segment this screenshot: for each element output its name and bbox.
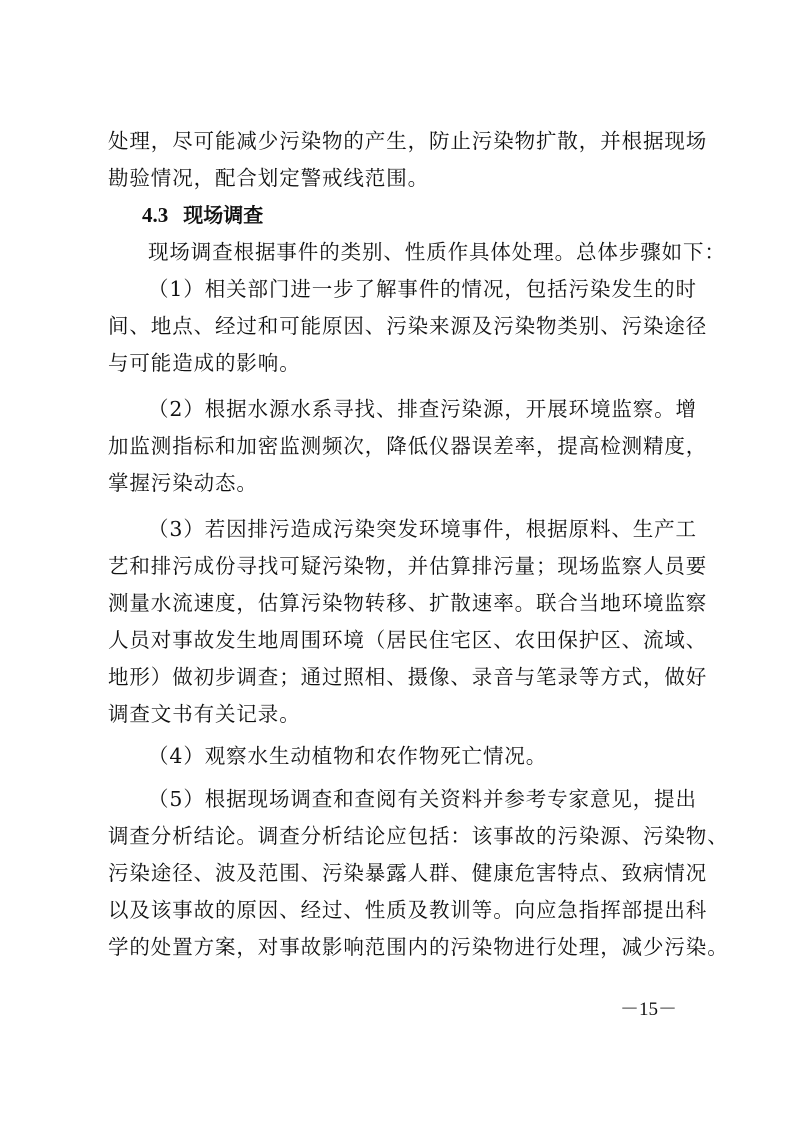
text-line: 间、地点、经过和可能原因、污染来源及污染物类别、污染途径 bbox=[108, 314, 708, 338]
section-heading bbox=[142, 201, 263, 229]
text-line: 调查分析结论。调查分析结论应包括：该事故的污染源、污染物、 bbox=[108, 824, 729, 848]
page-number: －15－ bbox=[620, 999, 678, 1020]
text-line: （5）根据现场调查和查阅有关资料并参考专家意见，提出 bbox=[148, 787, 697, 811]
text-line: 掌握污染动态。 bbox=[108, 471, 258, 495]
text-line: 与可能造成的影响。 bbox=[108, 351, 301, 375]
text-line: 人员对事故发生地周围环境（居民住宅区、农田保护区、流域、 bbox=[108, 628, 708, 652]
text-line: 处理，尽可能减少污染物的产生，防止污染物扩散，并根据现场 bbox=[108, 129, 708, 153]
text-line: 污染途径、波及范围、污染暴露人群、健康危害特点、致病情况 bbox=[108, 861, 708, 885]
text-line: （3）若因排污造成污染突发环境事件，根据原料、生产工 bbox=[148, 517, 697, 541]
text-line: 勘验情况，配合划定警戒线范围。 bbox=[108, 166, 429, 190]
text-line: 地形）做初步调查；通过照相、摄像、录音与笔录等方式，做好 bbox=[108, 665, 708, 689]
text-line: 调查文书有关记录。 bbox=[108, 702, 301, 726]
section-number: 4.3 bbox=[142, 203, 169, 227]
text-line: 艺和排污成份寻找可疑污染物，并估算排污量；现场监察人员要 bbox=[108, 554, 708, 578]
text-line: 学的处置方案，对事故影响范围内的污染物进行处理，减少污染。 bbox=[108, 935, 729, 959]
text-line: （4）观察水生动植物和农作物死亡情况。 bbox=[148, 744, 548, 768]
text-line: （1）相关部门进一步了解事件的情况，包括污染发生的时 bbox=[148, 277, 697, 301]
text-line: 以及该事故的原因、经过、性质及教训等。向应急指挥部提出科 bbox=[108, 898, 708, 922]
text-line: 测量水流速度，估算污染物转移、扩散速率。联合当地环境监察 bbox=[108, 591, 708, 615]
text-line: 加监测指标和加密监测频次，降低仪器误差率，提高检测精度， bbox=[108, 434, 708, 458]
text-line: （2）根据水源水系寻找、排查污染源，开展环境监察。增 bbox=[148, 397, 697, 421]
section-title: 现场调查 bbox=[183, 203, 264, 227]
text-line: 现场调查根据事件的类别、性质作具体处理。总体步骤如下： bbox=[148, 240, 726, 264]
